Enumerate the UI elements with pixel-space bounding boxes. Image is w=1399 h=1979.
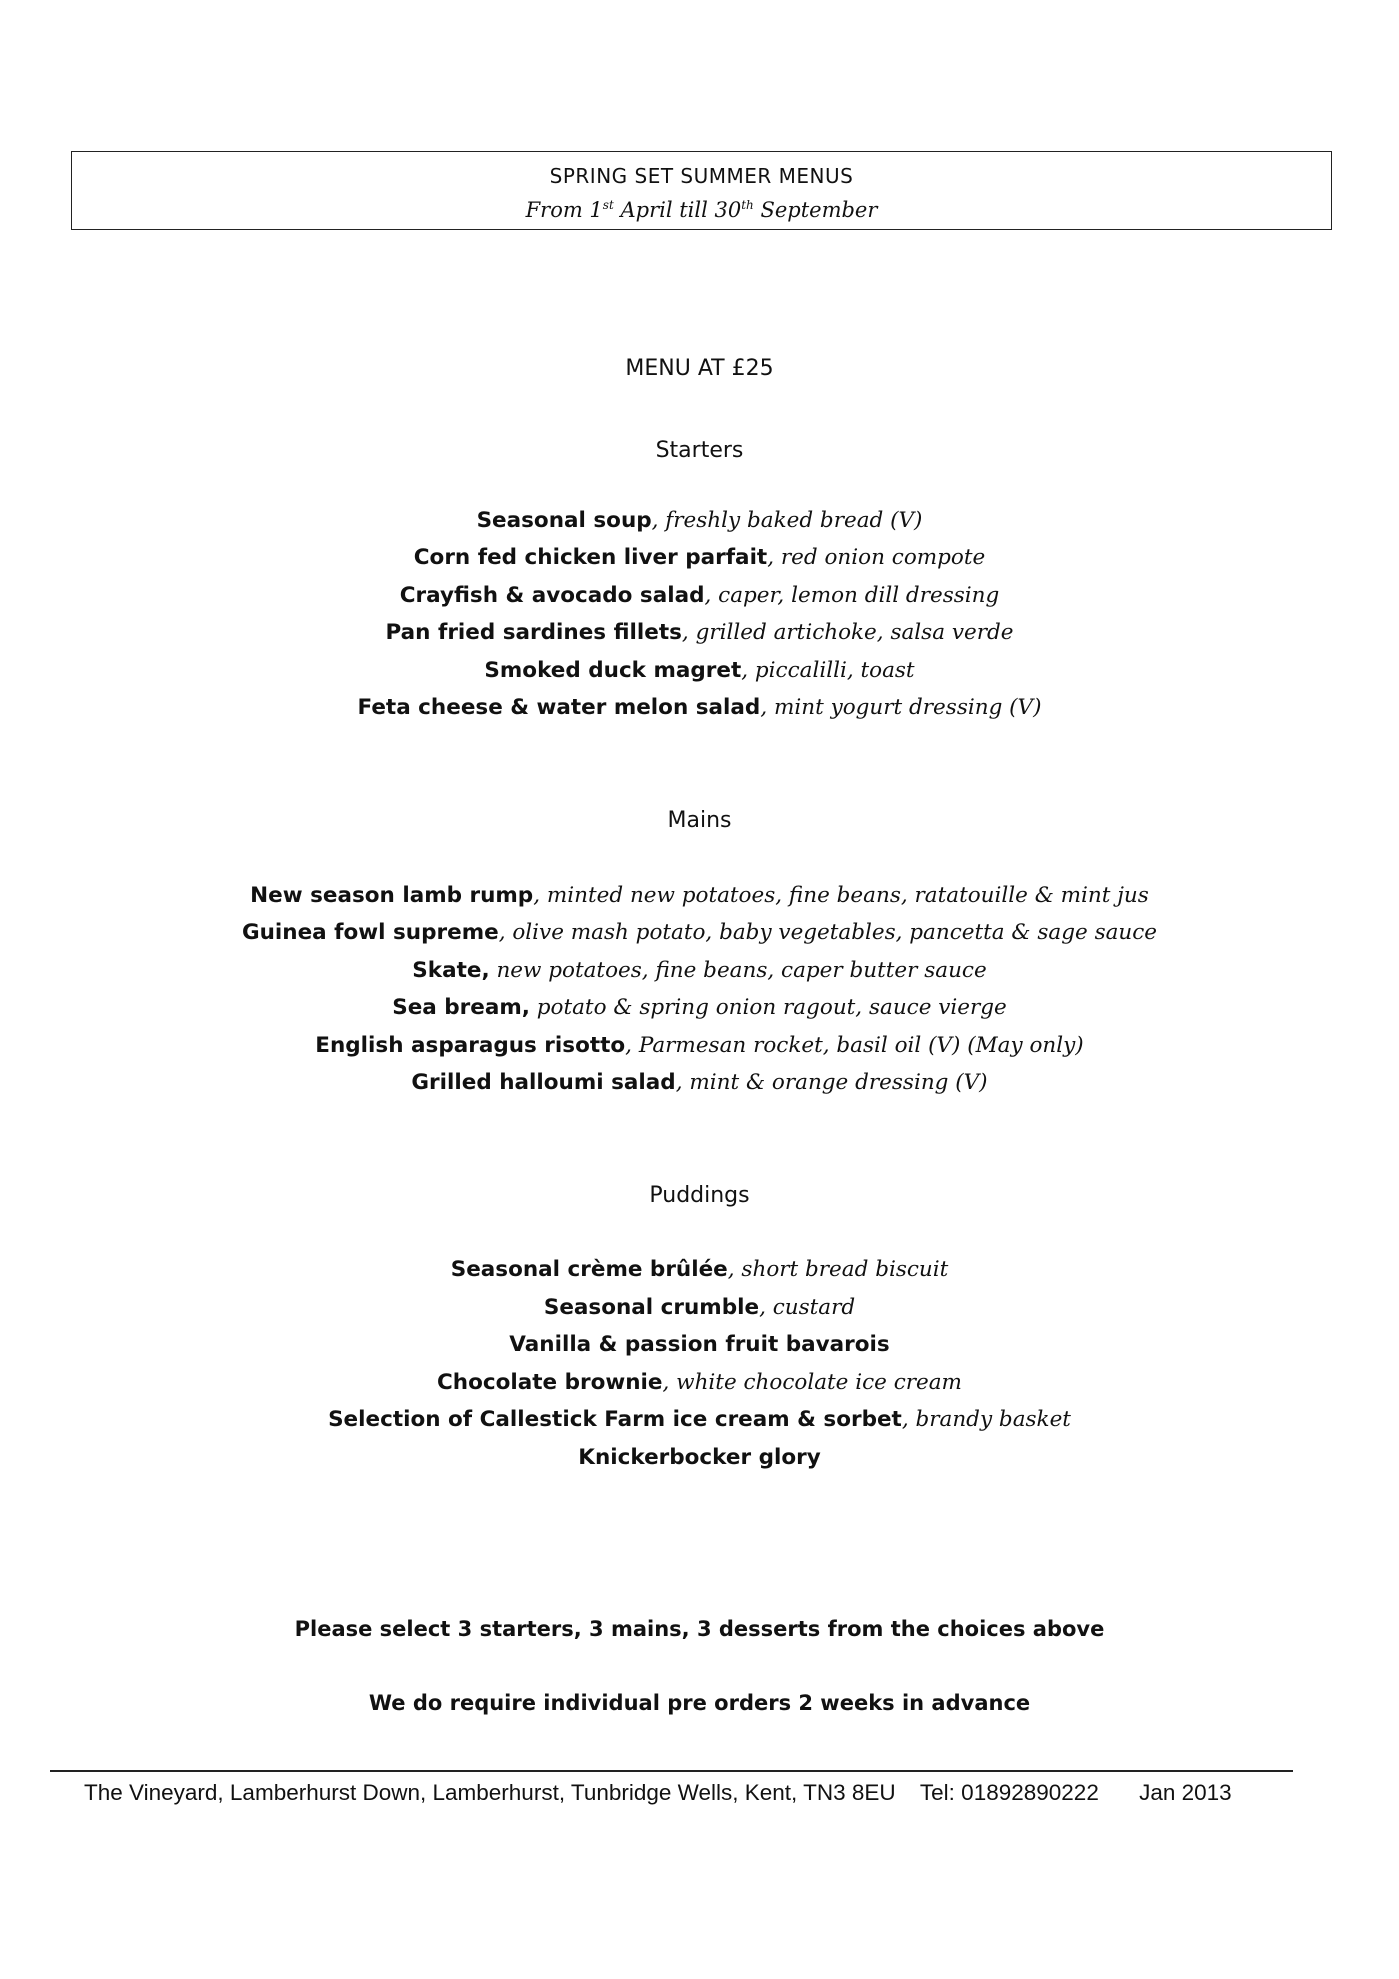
section-heading-puddings: Puddings	[649, 1183, 750, 1208]
dish-name: Sea bream,	[392, 995, 530, 1020]
dish-description: , mint & orange dressing (V)	[675, 1070, 988, 1095]
header-box	[71, 151, 1332, 230]
menu-item	[0, 545, 1399, 570]
dish-name: Crayfish & avocado salad	[399, 583, 705, 608]
dish-description: , short bread biscuit	[727, 1257, 949, 1282]
menu-item	[0, 1070, 1399, 1095]
dish-name: Skate,	[412, 958, 490, 983]
footer	[84, 1780, 1324, 1806]
dish-name: Seasonal crumble	[543, 1295, 760, 1320]
menu-item	[0, 883, 1399, 908]
dish-description: , white chocolate ice cream	[662, 1370, 962, 1395]
dish-description: , custard	[759, 1295, 856, 1320]
date-from-text: From 1	[525, 198, 603, 222]
menu-item	[0, 995, 1399, 1020]
dish-name: Knickerbocker glory	[578, 1445, 821, 1470]
menu-item	[0, 1370, 1399, 1395]
dish-description: , Parmesan rocket, basil oil (V) (May only)	[625, 1033, 1084, 1058]
menu-item	[0, 920, 1399, 945]
footer-telephone: Tel: 01892890222	[919, 1780, 1099, 1805]
menu-item	[0, 1295, 1399, 1320]
dish-name: Chocolate brownie	[437, 1370, 663, 1395]
footer-divider	[50, 1770, 1293, 1772]
dish-description: potato & spring onion ragout, sauce vierge	[529, 995, 1007, 1020]
dish-description: , piccalilli, toast	[741, 658, 915, 683]
dish-description: , mint yogurt dressing (V)	[760, 695, 1042, 720]
menu-item	[0, 620, 1399, 645]
dish-description: new potatoes, fine beans, caper butter sauce	[489, 958, 987, 983]
dish-name: Guinea fowl supreme	[241, 920, 499, 945]
dish-name: Corn fed chicken liver parfait	[413, 545, 768, 570]
menu-item	[0, 583, 1399, 608]
menu-date-range	[72, 198, 1331, 222]
dish-name: Feta cheese & water melon salad	[357, 695, 761, 720]
dish-description: , grilled artichoke, salsa verde	[681, 620, 1014, 645]
menu-item	[0, 1033, 1399, 1058]
dish-name: Smoked duck magret	[484, 658, 742, 683]
dish-description: , brandy basket	[901, 1407, 1071, 1432]
date-till-sup: th	[741, 198, 754, 212]
menu-item	[0, 1407, 1399, 1432]
dish-description: , minted new potatoes, fine beans, ratatouille & mint jus	[533, 883, 1149, 908]
menu-item	[0, 958, 1399, 983]
dish-name: Vanilla & passion fruit bavarois	[509, 1332, 890, 1357]
dish-description: , caper, lemon dill dressing	[704, 583, 1000, 608]
menu-header-title: SPRING SET SUMMER MENUS	[549, 164, 854, 188]
menu-item	[0, 1332, 1399, 1357]
dish-name: Pan fried sardines fillets	[385, 620, 682, 645]
dish-name: Grilled halloumi salad	[411, 1070, 676, 1095]
footer-address: The Vineyard, Lamberhurst Down, Lamberhurst, Tunbridge Wells, Kent, TN3 8EU	[84, 1780, 896, 1805]
dish-name: Seasonal soup	[476, 508, 652, 533]
footer-date: Jan 2013	[1139, 1780, 1232, 1805]
menu-item	[0, 1257, 1399, 1282]
date-end-text: September	[753, 198, 878, 222]
menu-item	[0, 1445, 1399, 1470]
selection-note: Please select 3 starters, 3 mains, 3 desserts from the choices above	[294, 1617, 1105, 1641]
section-heading-mains: Mains	[667, 808, 732, 833]
date-till-text: April till 30	[613, 198, 742, 222]
dish-name: English asparagus risotto	[315, 1033, 626, 1058]
dish-name: New season lamb rump	[250, 883, 534, 908]
section-heading-starters: Starters	[655, 438, 744, 463]
preorder-note: We do require individual pre orders 2 weeks in advance	[368, 1691, 1031, 1715]
dish-name: Seasonal crème brûlée	[450, 1257, 728, 1282]
date-from-sup: st	[602, 198, 614, 212]
dish-description: , olive mash potato, baby vegetables, pancetta & sage sauce	[498, 920, 1158, 945]
menu-item	[0, 695, 1399, 720]
dish-description: , freshly baked bread (V)	[651, 508, 923, 533]
dish-name: Selection of Callestick Farm ice cream & sorbet	[328, 1407, 902, 1432]
dish-description: , red onion compote	[767, 545, 986, 570]
menu-item	[0, 508, 1399, 533]
menu-item	[0, 658, 1399, 683]
menu-price-title: MENU AT £25	[625, 356, 774, 381]
